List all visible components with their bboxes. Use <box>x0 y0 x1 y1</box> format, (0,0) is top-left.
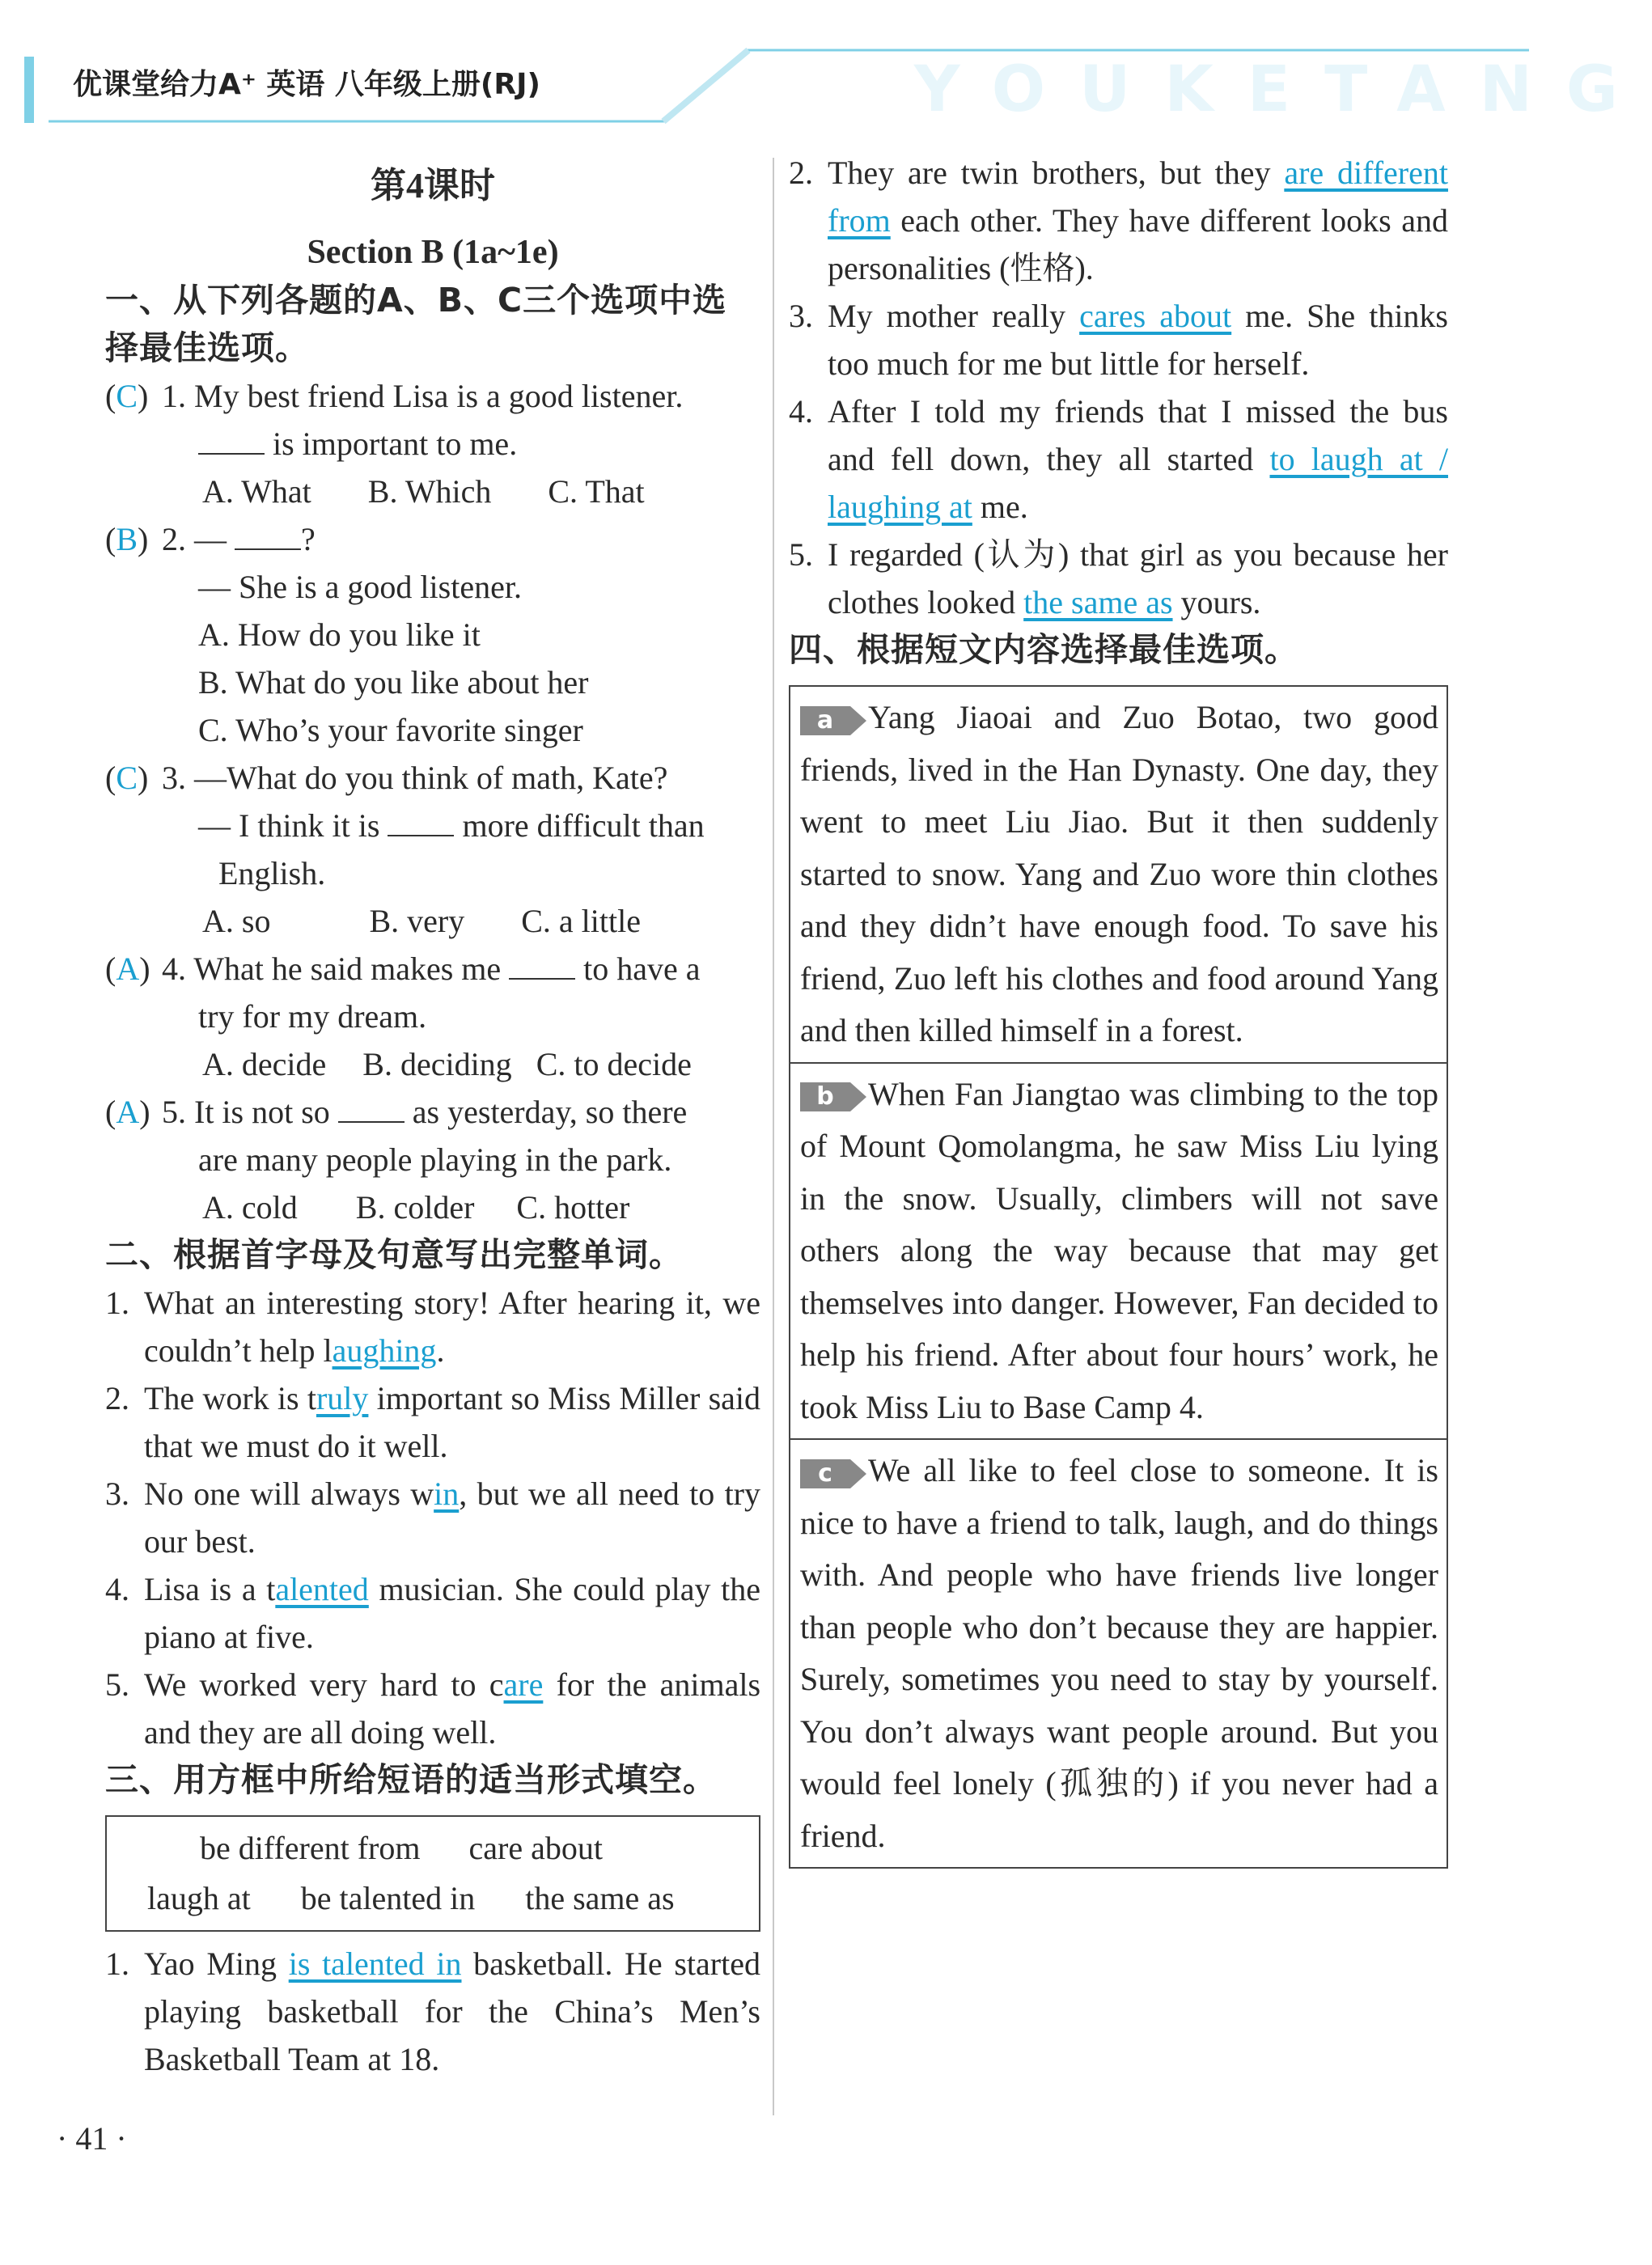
reading-box <box>789 685 1448 1869</box>
answer: are different from <box>828 155 1448 239</box>
fill-item-2: 2. The work is truly important so Miss Miller said that we must do it well. <box>105 1380 761 1464</box>
passage-tag-b: b <box>800 1082 850 1111</box>
blank <box>388 807 454 836</box>
page-number: · 41 · <box>57 2120 127 2157</box>
part4-title: 四、根据短文内容选择最佳选项。 <box>789 630 1298 669</box>
phrase-item-3: 3. My mother really cares about me. She thinks too much for me but little for herself. <box>789 298 1448 382</box>
phrase-box: be different from care about laugh at be talented in the same as <box>105 1815 760 1932</box>
answer-5: A <box>116 1094 140 1130</box>
part1-title: 一、从下列各题的A、B、C三个选项中选择最佳选项。 <box>105 281 727 367</box>
blank <box>235 521 301 550</box>
answer: aughing <box>332 1332 437 1369</box>
answer-3: C <box>116 760 138 796</box>
phrase-item-4: 4. After I told my friends that I missed the bus and fell down, they all started to laugh at / laughing at me. <box>789 393 1448 525</box>
brand-watermark: YOUKETANG <box>914 53 1652 126</box>
answer: the same as <box>1023 584 1173 620</box>
options-5: A. cold B. colder C. hotter <box>202 1189 630 1226</box>
question-1: (C) 1. My best friend Lisa is a good listener. is important to me. A. What B. Which C. That <box>105 372 760 515</box>
answer: to laugh at / laughing at <box>828 441 1448 525</box>
options-1: A. What B. Which C. That <box>202 473 645 510</box>
fill-item-1: 1. What an interesting story! After hearing it, we couldn’t help laughing. <box>105 1285 760 1369</box>
left-column <box>105 146 760 2083</box>
passage-c: c We all like to feel close to someone. It is nice to have a friend to talk, laugh, and do things with. And people who have friends live longer than people who don’t because they are happier. Surely, sometimes you need to stay by yourself. You don’t always want people around. But you would feel lonely (孤独的) if you never had a friend. <box>790 1438 1447 1867</box>
page-header <box>0 0 1652 129</box>
question-3: (C) 3. —What do you think of math, Kate? — I think it is more difficult than English. A. so B. very C. a little <box>105 754 760 945</box>
answer: ruly <box>316 1380 369 1416</box>
section-title: Section B (1a~1e) <box>307 234 559 271</box>
fill-item-3: 3. No one will always win, but we all need to try our best. <box>105 1475 761 1560</box>
passage-tag-c: c <box>800 1459 850 1488</box>
question-2: (B) 2. — ? — She is a good listener. A. How do you like it B. What do you like about her C. Who’s your favorite singer <box>105 521 589 748</box>
answer: in <box>434 1475 460 1512</box>
answer: are <box>503 1666 544 1703</box>
column-divider <box>773 158 774 2115</box>
passage-b: b When Fan Jiangtao was climbing to the top of Mount Qomolangma, he saw Miss Liu lying in the snow. Usually, climbers will not save others along the way because that may get themselves into danger. However, Fan decided to help his friend. After about four hours’ work, he took Miss Liu to Base Camp 4. <box>790 1062 1447 1439</box>
answer: alented <box>275 1571 369 1607</box>
options-3: A. so B. very C. a little <box>202 903 641 939</box>
answer-4: A <box>116 950 140 987</box>
part2-title: 二、根据首字母及句意写出完整单词。 <box>105 1235 683 1274</box>
passage-a: a Yang Jiaoai and Zuo Botao, two good friends, lived in the Han Dynasty. One day, they went to meet Liu Jiao. But it then suddenly started to snow. Yang and Zuo wore thin clothes and they didn’t have enough food. To save his friend, Zuo left his clothes and food around Yang and then killed himself in a forest. <box>800 699 1438 1048</box>
answer-1: C <box>116 378 138 414</box>
answer: is talented in <box>288 1945 462 1982</box>
blank <box>198 425 265 455</box>
lesson-title: 第4课时 <box>371 166 495 205</box>
right-column <box>789 146 1448 1869</box>
answer-2: B <box>116 521 138 557</box>
blank <box>338 1094 405 1123</box>
book-title: 优课堂给力A⁺ 英语 八年级上册(RJ) <box>73 68 540 101</box>
options-4: A. decide B. deciding C. to decide <box>202 1046 692 1082</box>
phrase-item-2: 2. They are twin brothers, but they are different from each other. They have different looks and personalities (性格). <box>789 155 1448 286</box>
passage-tag-a: a <box>800 706 850 735</box>
part3-title: 三、用方框中所给短语的适当形式填空。 <box>105 1760 717 1799</box>
blank <box>509 950 575 980</box>
question-5: (A) 5. It is not so as yesterday, so there are many people playing in the park. A. cold B. colder C. hotter <box>105 1088 760 1231</box>
phrase-item-5: 5. I regarded (认为) that girl as you because her clothes looked the same as yours. <box>789 536 1448 620</box>
answer: cares about <box>1079 298 1232 334</box>
fill-item-4: 4. Lisa is a talented musician. She could play the piano at five. <box>105 1571 760 1655</box>
question-4: (A) 4. What he said makes me to have a try for my dream. A. decide B. deciding C. to decide <box>105 945 760 1088</box>
phrase-item-1: 1. Yao Ming is talented in basketball. He started playing basketball for the China’s Men’s Basketball Team at 18. <box>105 1945 760 2077</box>
fill-item-5: 5. We worked very hard to care for the animals and they are all doing well. <box>105 1666 761 1751</box>
